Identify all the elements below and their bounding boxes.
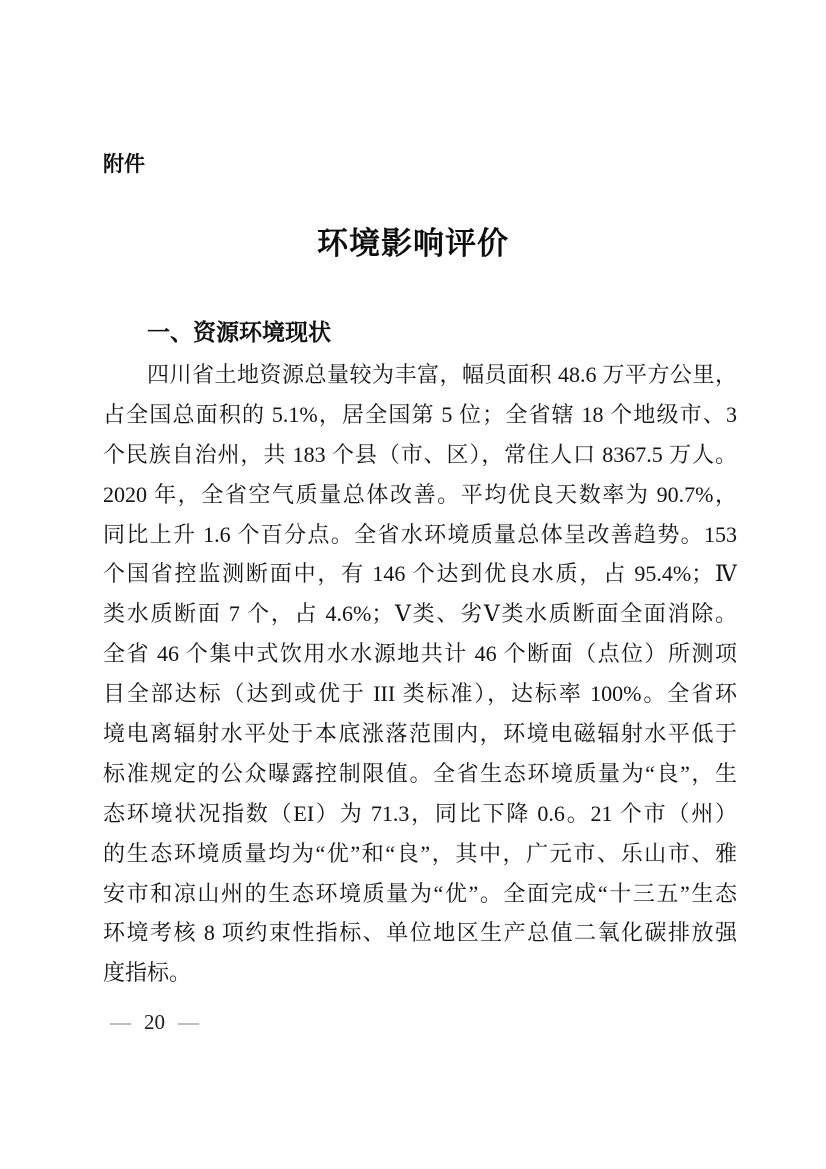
attachment-label: 附件 — [103, 153, 145, 176]
paragraph-line: 环境考核 8 项约束性指标、单位地区生产总值二氧化碳排放强 — [103, 920, 737, 946]
paragraph-line: 同比上升 1.6 个百分点。全省水环境质量总体呈改善趋势。153 — [103, 521, 737, 547]
paragraph-line: 标准规定的公众曝露控制限值。全省生态环境质量为“良”，生 — [103, 760, 737, 786]
paragraph-line: 的生态环境质量均为“优”和“良”，其中，广元市、乐山市、雅 — [103, 840, 737, 866]
paragraph-line: 度指标。 — [103, 960, 192, 986]
paragraph-line: 个民族自治州，共 183 个县（市、区），常住人口 8367.5 万人。 — [103, 441, 737, 467]
paragraph-line: 安市和凉山州的生态环境质量为“优”。全面完成“十三五”生态 — [103, 880, 737, 906]
page-footer — [110, 1008, 199, 1036]
paragraph-line: 2020 年，全省空气质量总体改善。平均优良天数率为 90.7%， — [103, 481, 737, 507]
paragraph-line: 境电离辐射水平处于本底涨落范围内，环境电磁辐射水平低于 — [103, 721, 737, 747]
footer-dash-left: — — [110, 1010, 131, 1034]
footer-dash-right: — — [178, 1010, 199, 1034]
document-title: 环境影响评价 — [317, 226, 509, 261]
body-paragraph — [103, 355, 737, 993]
page-number: 20 — [144, 1010, 165, 1034]
paragraph-line: 个国省控监测断面中，有 146 个达到优良水质，占 95.4%；Ⅳ — [103, 561, 737, 587]
paragraph-line: 全省 46 个集中式饮用水水源地共计 46 个断面（点位）所测项 — [103, 641, 737, 667]
paragraph-line: 目全部达标（达到或优于 III 类标准），达标率 100%。全省环 — [103, 681, 737, 707]
paragraph-line: 态环境状况指数（EI）为 71.3，同比下降 0.6。21 个市（州） — [103, 800, 737, 826]
paragraph-line: 类水质断面 7 个，占 4.6%；Ⅴ类、劣Ⅴ类水质断面全面消除。 — [103, 601, 737, 627]
paragraph-line: 四川省土地资源总量较为丰富，幅员面积 48.6 万平方公里， — [147, 362, 737, 387]
paragraph-line: 占全国总面积的 5.1%，居全国第 5 位；全省辖 18 个地级市、3 — [103, 401, 737, 427]
section-heading: 一、资源环境现状 — [147, 319, 331, 345]
